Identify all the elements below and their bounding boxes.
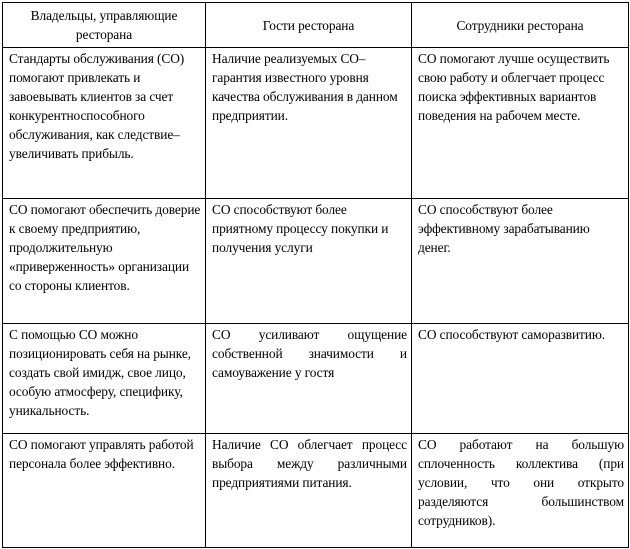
table-cell-owners: С помощью СО можно позиционировать себя на рынке, создать свой имидж, свое лицо, особую атмосферу, специфику, уникальность.	[3, 324, 206, 434]
table-cell-guests: СО усиливают ощущение собственной значимости и самоуважение у гостя	[206, 324, 412, 434]
standards-table	[2, 2, 629, 548]
table-row	[3, 434, 629, 548]
table-cell-staff: СО способствуют саморазвитию.	[412, 324, 629, 434]
table-cell-owners: СО помогают обеспечить доверие к своему предприятию, продолжительную «приверженность» организации со стороны клиентов.	[3, 199, 206, 324]
table-header-row	[3, 3, 629, 48]
table-cell-guests: Наличие СО облегчает процесс выбора между различными предприятиями питания.	[206, 434, 412, 548]
header-owners: Владельцы, управляющие ресторана	[3, 3, 206, 48]
table-row	[3, 324, 629, 434]
table-cell-guests: Наличие реализуемых СО–гарантия известного уровня качества обслуживания в данном предприятии.	[206, 48, 412, 199]
header-guests: Гости ресторана	[206, 3, 412, 48]
table-row	[3, 48, 629, 199]
table-cell-owners: Стандарты обслуживания (СО) помогают привлекать и завоевывать клиентов за счет конкурентноспособного обслуживания, как следствие–увеличивать прибыль.	[3, 48, 206, 199]
table-cell-staff: СО способствуют более эффективному зарабатыванию денег.	[412, 199, 629, 324]
table-cell-owners: СО помогают управлять работой персонала более эффективно.	[3, 434, 206, 548]
header-staff: Сотрудники ресторана	[412, 3, 629, 48]
table-row	[3, 199, 629, 324]
table-cell-guests: СО способствуют более приятному процессу покупки и получения услуги	[206, 199, 412, 324]
table-cell-staff: СО работают на большую сплоченность коллектива (при условии, что они открыто разделяются большинством сотрудников).	[412, 434, 629, 548]
table-cell-staff: СО помогают лучше осуществить свою работу и облегчает процесс поиска эффективных вариантов поведения на рабочем месте.	[412, 48, 629, 199]
